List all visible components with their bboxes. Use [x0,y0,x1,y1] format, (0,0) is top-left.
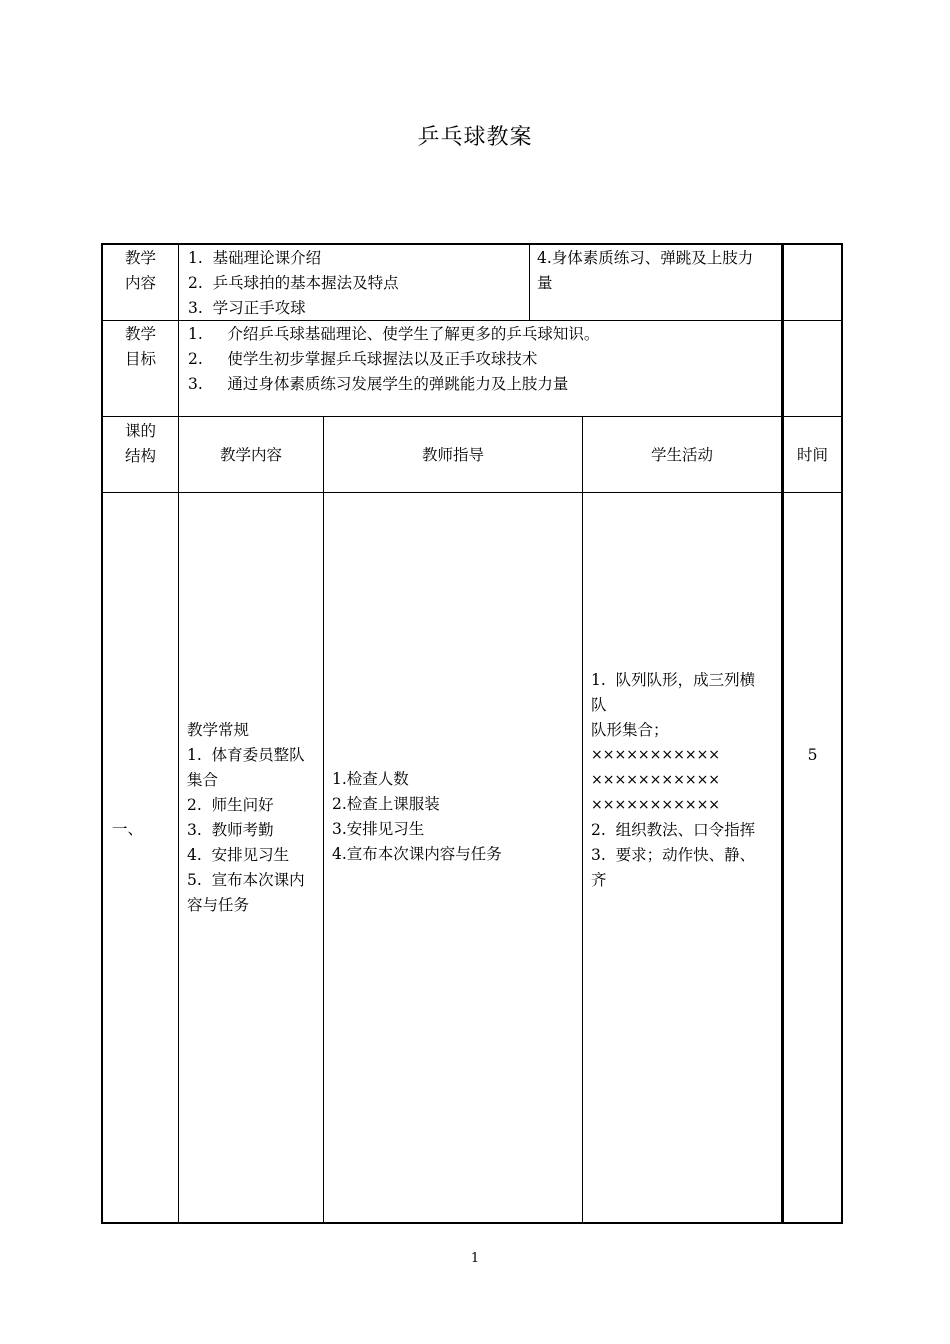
table-border-top [101,243,843,245]
part1-student-line: 齐 [591,871,607,889]
goal-items [188,322,778,397]
part1-teacher-line: 1.检查人数 [332,770,409,788]
part1-teacher [332,767,580,867]
header-time: 时间 [796,446,828,464]
part1-teacher-line: 3.安排见习生 [332,820,425,838]
goal-label [103,322,178,372]
content-item-4-line: 4.身体素质练习、弹跳及上肢力 [537,249,754,267]
header-structure [103,419,178,469]
header-line: 结构 [124,447,156,465]
part1-student [591,668,779,893]
goal-item: 1. 介绍乒乓球基础理论、使学生了解更多的乒乓球知识。 [188,325,600,343]
part1-student-line: 2. 组织教法、口令指挥 [591,821,756,839]
part1-time: 5 [807,746,818,764]
part1-content-line: 2. 师生问好 [187,796,274,814]
col-divider [178,243,179,1224]
part1-content-line: 教学常规 [187,721,250,739]
header-line: 课的 [124,422,156,440]
label-line: 内容 [124,274,156,292]
content-item-4-line: 量 [537,274,553,292]
goal-item: 2. 使学生初步掌握乒乓球握法以及正手攻球技术 [188,350,538,368]
row-divider [101,416,843,417]
formation-row: ××××××××××× [591,747,721,763]
page-number: 1 [470,1251,480,1266]
table-border-bottom [101,1222,843,1224]
part1-content-line: 3. 教师考勤 [187,821,274,839]
part1-student-line: 1. 队列队形，成三列横 [591,671,756,689]
part1-content-line: 5. 宣布本次课内 [187,871,305,889]
part1-content-line: 集合 [187,771,219,789]
part1-student-line: 队 [591,696,607,714]
header-teacher: 教师指导 [421,446,484,464]
part1-structure: 一、 [112,820,144,838]
col-divider [323,416,324,1224]
part1-content-line: 1. 体育委员整队 [187,746,305,764]
label-line: 教学 [124,325,156,343]
document-title: 乒乓球教案 [417,125,533,150]
content-item: 3. 学习正手攻球 [188,299,306,317]
content-item: 2. 乒乓球拍的基本握法及特点 [188,274,399,292]
table-border-right [841,243,843,1224]
header-student: 学生活动 [650,446,713,464]
content-item-4 [537,246,781,296]
col-divider [582,416,583,1224]
part1-student-line: 队形集合； [591,721,669,739]
part1-content [187,718,321,918]
content-items [188,246,528,321]
label-line: 教学 [124,249,156,267]
formation-row: ××××××××××× [591,797,721,813]
part1-content-line: 4. 安排见习生 [187,846,290,864]
table-border-left [101,243,103,1224]
part1-teacher-line: 4.宣布本次课内容与任务 [332,845,502,863]
formation-row: ××××××××××× [591,772,721,788]
goal-item: 3. 通过身体素质练习发展学生的弹跳能力及上肢力量 [188,375,569,393]
row-divider [101,492,843,493]
header-content: 教学内容 [219,446,282,464]
content-item: 1. 基础理论课介绍 [188,249,322,267]
table-divider-thick [781,243,784,1224]
label-line: 目标 [124,350,156,368]
part1-teacher-line: 2.检查上课服装 [332,795,440,813]
col-divider [529,243,530,321]
part1-content-line: 容与任务 [187,896,250,914]
content-label [103,246,178,296]
part1-student-line: 3. 要求；动作快、静、 [591,846,756,864]
